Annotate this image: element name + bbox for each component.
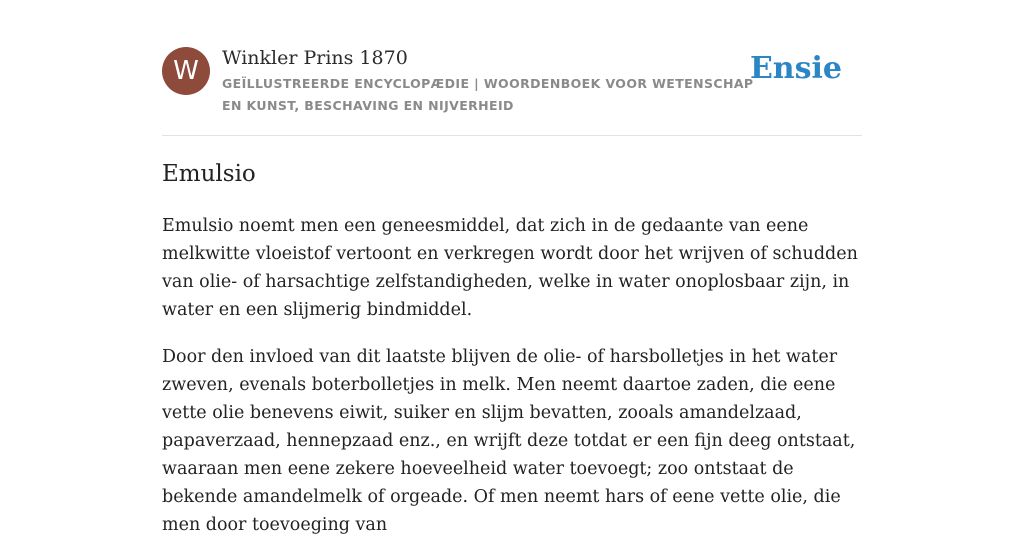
- article-paragraph: Door den invloed van dit laatste blijven de olie- of harsbolletjes in het water zweven, evenals boterbolletjes in melk. Men neemt daartoe zaden, die eene vette olie benevens eiwit, suiker en slijm bevatten, zooals amandelzaad, papaverzaad, hennepzaad enz., en wrijft deze totdat er een fijn deeg ontstaat, waaraan men eene zekere hoeveelheid water toevoegt; zoo ontstaat de bekende amandelmelk of orgeade. Of men neemt hars of eene vette olie, die men door toevoeging van: [162, 347, 856, 535]
- source-header: [162, 47, 862, 135]
- source-subtitle: GEÏLLUSTREERDE ENCYCLOPÆDIE | WOORDENBOEK VOOR WETENSCHAP EN KUNST, BESCHAVING EN NIJVERHEID: [222, 76, 754, 113]
- header-divider: [162, 135, 862, 136]
- article-title: Emulsio: [162, 161, 256, 187]
- article-body: [162, 212, 862, 558]
- source-avatar[interactable]: W: [162, 47, 210, 95]
- source-title[interactable]: Winkler Prins 1870: [222, 47, 408, 69]
- ensie-logo[interactable]: Ensie: [749, 51, 842, 86]
- article-paragraph: Emulsio noemt men een geneesmiddel, dat zich in de gedaante van eene melkwitte vloeistof vertoont en verkregen wordt door het wrijven of schudden van olie- of harsachtige zelfstandigheden, welke in water onoplosbaar zijn, in water en een slijmerig bindmiddel.: [162, 216, 858, 320]
